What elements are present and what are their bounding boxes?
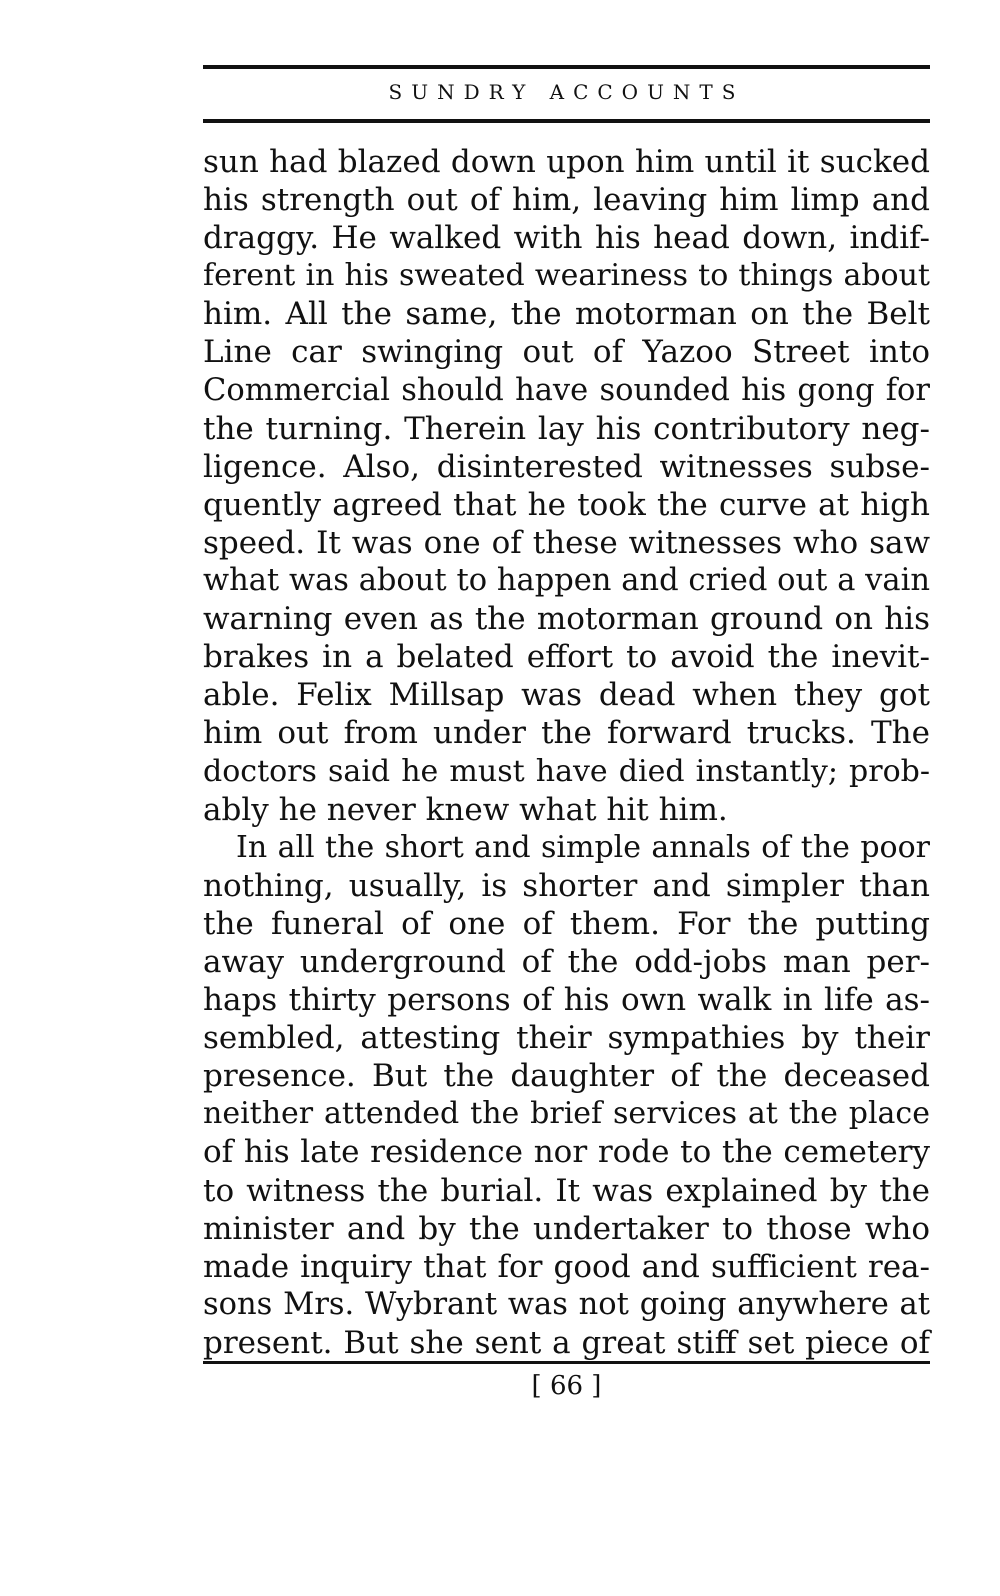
text-line: the turning. Therein lay his contributory neg- bbox=[203, 410, 930, 447]
text-line: speed. It was one of these witnesses who saw bbox=[203, 524, 930, 561]
paragraph-2 bbox=[203, 829, 930, 1362]
text-line: sons Mrs. Wybrant was not going anywhere at bbox=[203, 1286, 930, 1322]
text-line: his strength out of him, leaving him limp and bbox=[203, 182, 930, 219]
text-line: present. But she sent a great stiff set piece of bbox=[203, 1324, 930, 1361]
text-line: presence. But the daughter of the deceased bbox=[203, 1058, 930, 1095]
text-line: neither attended the brief services at the place bbox=[203, 1096, 930, 1132]
header-bottom-rule bbox=[203, 119, 930, 123]
text-line: draggy. He walked with his head down, indif- bbox=[203, 220, 930, 257]
text-line: ably he never knew what hit him. bbox=[203, 791, 728, 828]
text-line: minister and by the undertaker to those who bbox=[203, 1210, 930, 1247]
text-line: made inquiry that for good and sufficient rea- bbox=[203, 1248, 930, 1285]
text-line: doctors said he must have died instantly; prob- bbox=[203, 753, 930, 789]
text-line: quently agreed that he took the curve at high bbox=[203, 486, 930, 523]
text-line: of his late residence nor rode to the cemetery bbox=[203, 1134, 930, 1171]
text-line: him. All the same, the motorman on the Belt bbox=[203, 296, 930, 333]
text-line: haps thirty persons of his own walk in life as- bbox=[203, 982, 930, 1019]
text-line: Line car swinging out of Yazoo Street into bbox=[203, 334, 930, 371]
text-line: to witness the burial. It was explained by the bbox=[203, 1172, 930, 1209]
text-line: Commercial should have sounded his gong for bbox=[203, 372, 930, 408]
text-line: In all the short and simple annals of the poor bbox=[236, 829, 930, 865]
text-line: sun had blazed down upon him until it sucked bbox=[203, 144, 930, 180]
running-head-title: SUNDRY ACCOUNTS bbox=[388, 80, 745, 104]
text-line: nothing, usually, is shorter and simpler than bbox=[203, 867, 930, 904]
text-line: able. Felix Millsap was dead when they got bbox=[203, 677, 930, 714]
header-top-rule bbox=[203, 65, 930, 69]
text-line: warning even as the motorman ground on his bbox=[203, 601, 930, 638]
text-line: ferent in his sweated weariness to things about bbox=[203, 258, 930, 294]
footer-rule bbox=[203, 1361, 930, 1364]
text-line: ligence. Also, disinterested witnesses subse- bbox=[203, 448, 930, 485]
body-text bbox=[203, 143, 930, 1362]
paragraph-1 bbox=[203, 143, 930, 829]
page-number: [ 66 ] bbox=[531, 1371, 602, 1401]
text-line: him out from under the forward trucks. The bbox=[203, 715, 930, 752]
text-line: away underground of the odd-jobs man per- bbox=[203, 943, 930, 980]
text-line: brakes in a belated effort to avoid the inevit- bbox=[203, 639, 930, 676]
text-line: the funeral of one of them. For the putting bbox=[203, 905, 930, 942]
text-line: what was about to happen and cried out a vain bbox=[203, 563, 930, 599]
text-line: sembled, attesting their sympathies by their bbox=[203, 1020, 930, 1057]
